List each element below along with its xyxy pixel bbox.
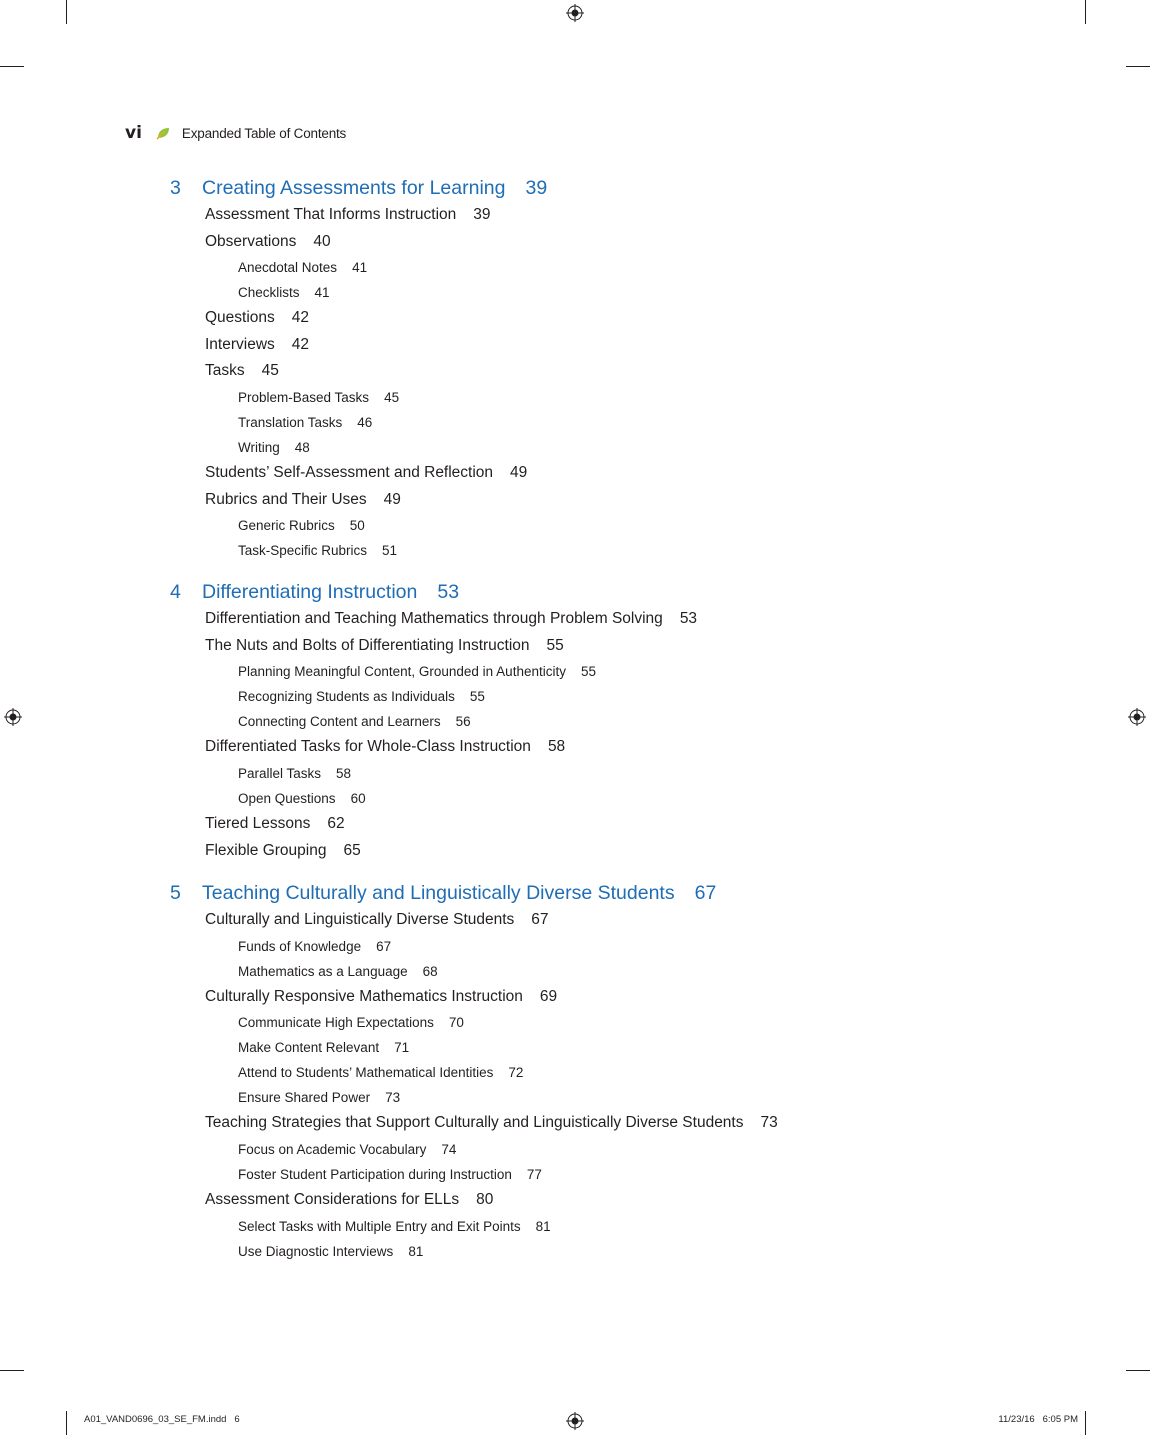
chapter-block [170, 578, 1070, 864]
toc-subsection-entry[interactable] [238, 1162, 1070, 1187]
toc-subsection-entry[interactable] [238, 1085, 1070, 1110]
toc-section-entry[interactable] [205, 734, 1070, 761]
entry-page-number: 74 [441, 1141, 457, 1157]
toc-section-entry[interactable] [205, 1110, 1070, 1137]
entry-page-number: 73 [760, 1114, 778, 1132]
crop-mark [1085, 1411, 1086, 1435]
toc-subsection-entry[interactable] [238, 786, 1070, 811]
entry-title: Differentiated Tasks for Whole-Class Instruction [205, 738, 531, 756]
chapter-title: Teaching Culturally and Linguistically Diverse Students [202, 882, 675, 905]
entry-title: Planning Meaningful Content, Grounded in Authenticity [238, 664, 566, 680]
toc-subsection-entry[interactable] [238, 1060, 1070, 1085]
crop-mark [66, 1411, 67, 1435]
entry-page-number: 69 [539, 987, 558, 1005]
entry-page-number: 50 [349, 518, 365, 534]
crop-mark [1126, 66, 1150, 67]
entry-title: Problem-Based Tasks [238, 389, 370, 405]
toc-subsection-entry[interactable] [238, 435, 1070, 460]
entry-title: Use Diagnostic Interviews [238, 1243, 394, 1259]
entry-title: Mathematics as a Language [238, 963, 408, 979]
entry-page-number: 56 [455, 714, 471, 730]
chapter-number: 3 [170, 177, 181, 199]
entry-title: Open Questions [238, 790, 336, 806]
running-header-title: Expanded Table of Contents [181, 125, 347, 141]
entry-title: Ensure Shared Power [238, 1090, 371, 1106]
toc-section-entry[interactable] [205, 305, 1070, 332]
entry-title: Rubrics and Their Uses [205, 490, 367, 508]
entry-page-number: 41 [314, 285, 330, 301]
entry-page-number: 71 [394, 1040, 410, 1056]
chapter-block [170, 174, 1070, 563]
crop-mark [1085, 0, 1086, 24]
entry-title: Communicate High Expectations [238, 1015, 434, 1031]
chapter-number: 4 [170, 581, 181, 604]
registration-mark-icon [1128, 708, 1146, 726]
entry-title: Students’ Self-Assessment and Reflection [205, 463, 494, 481]
entry-title: Foster Student Participation during Instruction [238, 1166, 512, 1182]
toc-section-entry[interactable] [205, 460, 1070, 487]
entry-page-number: 67 [376, 938, 392, 954]
entry-page-number: 58 [547, 738, 566, 756]
entry-page-number: 53 [679, 610, 698, 628]
toc-subsection-entry[interactable] [238, 684, 1070, 709]
toc-subsection-entry[interactable] [238, 385, 1070, 410]
entry-title: Translation Tasks [238, 414, 343, 430]
entry-title: Connecting Content and Learners [238, 714, 441, 730]
entry-title: Recognizing Students as Individuals [238, 689, 455, 705]
toc-section-entry[interactable] [205, 358, 1070, 385]
entry-title: Differentiation and Teaching Mathematics through Problem Solving [205, 610, 663, 628]
entry-title: Parallel Tasks [238, 765, 322, 781]
entry-title: Writing [238, 439, 280, 455]
entry-page-number: 80 [476, 1190, 494, 1208]
slug-date-time: 11/23/16 6:05 PM [998, 1414, 1078, 1425]
leaf-icon [156, 126, 170, 140]
entry-title: Flexible Grouping [205, 841, 327, 859]
chapter-heading[interactable] [170, 174, 1070, 202]
toc-section-entry[interactable] [205, 229, 1070, 256]
toc-subsection-entry[interactable] [238, 761, 1070, 786]
entry-title: Culturally and Linguistically Diverse Students [205, 911, 515, 929]
toc-subsection-entry[interactable] [238, 934, 1070, 959]
entry-title: Select Tasks with Multiple Entry and Exit Points [238, 1218, 521, 1234]
toc-subsection-entry[interactable] [238, 410, 1070, 435]
entry-page-number: 68 [422, 963, 438, 979]
toc-subsection-entry[interactable] [238, 1010, 1070, 1035]
entry-title: Make Content Relevant [238, 1040, 380, 1056]
toc-subsection-entry[interactable] [238, 1035, 1070, 1060]
toc-subsection-entry[interactable] [238, 659, 1070, 684]
entry-page-number: 58 [336, 765, 352, 781]
entry-page-number: 65 [343, 841, 361, 859]
entry-title: The Nuts and Bolts of Differentiating Instruction [205, 636, 530, 654]
chapter-heading[interactable] [170, 879, 1070, 907]
toc-section-entry[interactable] [205, 984, 1070, 1011]
entry-page-number: 42 [291, 309, 310, 327]
entry-page-number: 55 [469, 689, 485, 705]
entry-title: Tiered Lessons [205, 814, 311, 832]
crop-mark [66, 0, 67, 24]
entry-page-number: 40 [313, 232, 331, 250]
entry-page-number: 42 [291, 335, 310, 353]
registration-mark-icon [566, 1412, 584, 1430]
toc-subsection-entry[interactable] [238, 709, 1070, 734]
crop-mark [1126, 1370, 1150, 1371]
toc-subsection-entry[interactable] [238, 280, 1070, 305]
entry-title: Generic Rubrics [238, 518, 335, 534]
entry-page-number: 39 [473, 206, 491, 223]
entry-page-number: 67 [531, 911, 549, 929]
toc-section-entry[interactable] [205, 907, 1070, 934]
entry-title: Task-Specific Rubrics [238, 543, 368, 559]
chapter-page-number: 39 [525, 177, 548, 199]
entry-page-number: 45 [384, 389, 400, 405]
entry-title: Teaching Strategies that Support Culturally and Linguistically Diverse Students [205, 1114, 744, 1132]
toc-section-entry[interactable] [205, 1187, 1070, 1214]
toc-section-entry[interactable] [205, 838, 1070, 865]
toc-section-entry[interactable] [205, 487, 1070, 514]
crop-mark [0, 66, 24, 67]
crop-mark [0, 1370, 24, 1371]
entry-title: Tasks [205, 362, 245, 380]
toc-subsection-entry[interactable] [238, 513, 1070, 538]
page-folio: vi [125, 123, 142, 143]
toc-section-entry[interactable] [205, 606, 1070, 633]
entry-page-number: 73 [385, 1090, 401, 1106]
registration-mark-icon [4, 708, 22, 726]
entry-page-number: 49 [510, 463, 528, 481]
entry-page-number: 55 [546, 636, 564, 654]
chapter-number: 5 [170, 882, 181, 905]
registration-mark-icon [566, 4, 584, 22]
entry-title: Funds of Knowledge [238, 938, 362, 954]
toc-subsection-entry[interactable] [238, 959, 1070, 984]
chapter-page-number: 67 [694, 882, 717, 905]
chapter-heading[interactable] [170, 578, 1070, 606]
entry-page-number: 49 [383, 490, 401, 508]
entry-page-number: 81 [535, 1218, 551, 1234]
entry-page-number: 41 [352, 260, 368, 276]
entry-page-number: 62 [327, 814, 345, 832]
running-header [125, 121, 346, 145]
toc-section-entry[interactable] [205, 633, 1070, 660]
chapter-title: Creating Assessments for Learning [202, 177, 506, 199]
entry-title: Anecdotal Notes [238, 260, 338, 276]
entry-page-number: 72 [508, 1065, 524, 1081]
toc-subsection-entry[interactable] [238, 1239, 1070, 1264]
entry-page-number: 51 [382, 543, 398, 559]
chapter-page-number: 53 [437, 581, 460, 604]
entry-page-number: 70 [448, 1015, 464, 1031]
entry-title: Checklists [238, 285, 300, 301]
entry-title: Observations [205, 232, 297, 250]
entry-page-number: 55 [580, 664, 596, 680]
toc-section-entry[interactable] [205, 332, 1070, 359]
entry-title: Assessment Considerations for ELLs [205, 1190, 460, 1208]
toc-subsection-entry[interactable] [238, 538, 1070, 563]
slug-file-name: A01_VAND0696_03_SE_FM.indd 6 [84, 1414, 240, 1425]
chapter-block [170, 879, 1070, 1263]
toc-section-entry[interactable] [205, 811, 1070, 838]
chapter-title: Differentiating Instruction [202, 581, 418, 604]
entry-title: Focus on Academic Vocabulary [238, 1141, 427, 1157]
entry-title: Questions [205, 309, 275, 327]
entry-page-number: 46 [357, 414, 373, 430]
entry-title: Assessment That Informs Instruction [205, 206, 457, 223]
entry-title: Culturally Responsive Mathematics Instruction [205, 987, 523, 1005]
entry-title: Interviews [205, 335, 275, 353]
entry-title: Attend to Students’ Mathematical Identities [238, 1065, 494, 1081]
toc-section-entry[interactable] [205, 202, 1070, 229]
toc-subsection-entry[interactable] [238, 255, 1070, 280]
entry-page-number: 45 [261, 362, 279, 380]
entry-page-number: 81 [408, 1243, 424, 1259]
toc-subsection-entry[interactable] [238, 1137, 1070, 1162]
entry-page-number: 60 [350, 790, 366, 806]
table-of-contents [170, 174, 1070, 1264]
entry-page-number: 77 [526, 1166, 542, 1182]
entry-page-number: 48 [294, 439, 310, 455]
toc-subsection-entry[interactable] [238, 1214, 1070, 1239]
